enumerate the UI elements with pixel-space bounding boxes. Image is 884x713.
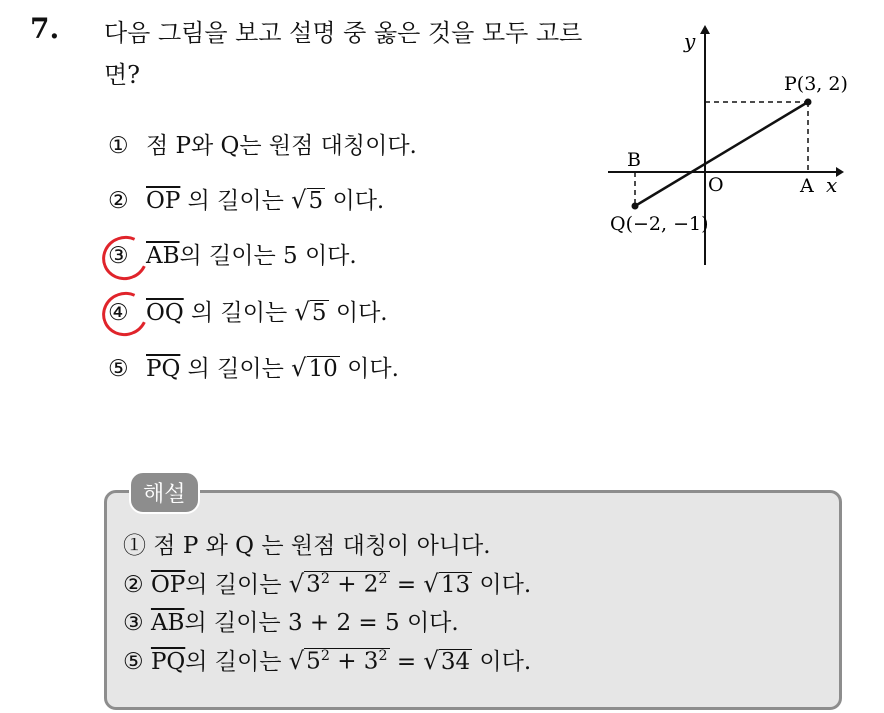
solution-line-4-post: 이다. [479,649,532,675]
solution-line-4: ⑤ $\overline{PQ}$의 길이는 $√5^2 + 3^2 = √34$ 이다. [123,643,531,680]
solution-line-4-segment: $\overline{PQ}$ [150,649,186,675]
option-5-mid: 의 길이는 [187,356,284,382]
solution-line-4-base-a: 5 [306,649,321,675]
y-axis-label: y [684,29,696,53]
point-a-label: A [800,175,814,197]
option-3-number: ③ [108,243,129,269]
point-q [632,203,639,210]
point-q-label: Q(−2, −1) [610,213,709,235]
solution-line-3 [123,605,459,641]
solution-line-4-mid: 의 길이는 [185,649,282,675]
solution-line-2-radical: $√3^2 + 2^2$ [288,570,388,598]
x-axis-label: x [826,173,838,197]
question-number: 7. [30,12,60,45]
option-4-number: ④ [108,300,129,326]
solution-line-4-result-value: 34 [440,649,471,675]
option-2-segment: $\overline{OP}$ [146,188,181,214]
option-1-number: ① [108,133,129,159]
point-b-label: B [627,149,641,171]
option-5-post: 이다. [347,356,399,382]
option-2 [108,182,384,218]
solution-line-3-number: ③ [123,610,144,636]
solution-line-4-radical: $√5^2 + 3^2$ [288,647,388,675]
option-5-radicand: 10 [308,356,338,382]
point-p [805,99,812,106]
solution-line-2-segment: $\overline{OP}$ [150,572,186,598]
option-5 [108,350,399,386]
solution-line-2-number: ② [123,572,144,598]
solution-line-2-result-value: 13 [440,572,471,598]
solution-line-3-segment: $\overline{AB}$ [150,610,185,636]
solution-line-2-base-b: 2 [363,572,379,598]
option-3-segment: $\overline{AB}$ [146,243,180,269]
solution-line-2-result: √13 [423,570,471,598]
option-4-mid: 의 길이는 [191,300,288,326]
solution-tag: 해설 [129,471,200,514]
option-4-radicand: 5 [311,300,327,326]
y-axis-arrow-icon [700,25,710,34]
solution-line-2: ② $\overline{OP}$의 길이는 $√3^2 + 2^2 = √13$ 이다. [123,566,531,603]
solution-line-4-number: ⑤ [123,649,144,675]
solution-line-4-result: √34 [423,647,471,675]
option-4-radical: √5 [294,298,327,326]
option-2-radicand: 5 [308,188,324,214]
solution-line-2-base-a: 3 [306,572,321,598]
option-3-mid: 의 길이는 5 이다. [179,243,357,269]
solution-line-2-mid: 의 길이는 [185,572,282,598]
option-4-post: 이다. [335,300,388,326]
option-2-radical: √5 [291,186,324,214]
point-p-label: P(3, 2) [784,73,848,95]
question-text: 다음 그림을 보고 설명 중 옳은 것을 모두 고르면? [104,19,583,89]
option-3 [108,238,357,274]
solution-line-1: ① 점 P 와 Q 는 원점 대칭이 아니다. [123,533,491,559]
solution-line-4-base-b: 3 [363,649,379,675]
coordinate-graph [600,20,860,270]
option-1 [108,128,417,164]
solution-line-2-post: 이다. [479,572,532,598]
option-4-segment: $\overline{OQ}$ [146,300,184,326]
option-5-number: ⑤ [108,356,129,382]
option-5-segment: $\overline{PQ}$ [146,356,181,382]
option-2-post: 이다. [332,188,385,214]
option-5-radical: √10 [291,354,338,382]
solution-line-3-rest: 의 길이는 3 + 2 = 5 이다. [184,610,459,636]
option-2-number: ② [108,188,129,214]
origin-label: O [708,174,724,196]
option-2-mid: 의 길이는 [187,188,284,214]
option-1-text: 점 P와 Q는 원점 대칭이다. [146,133,417,159]
option-4 [108,294,388,330]
